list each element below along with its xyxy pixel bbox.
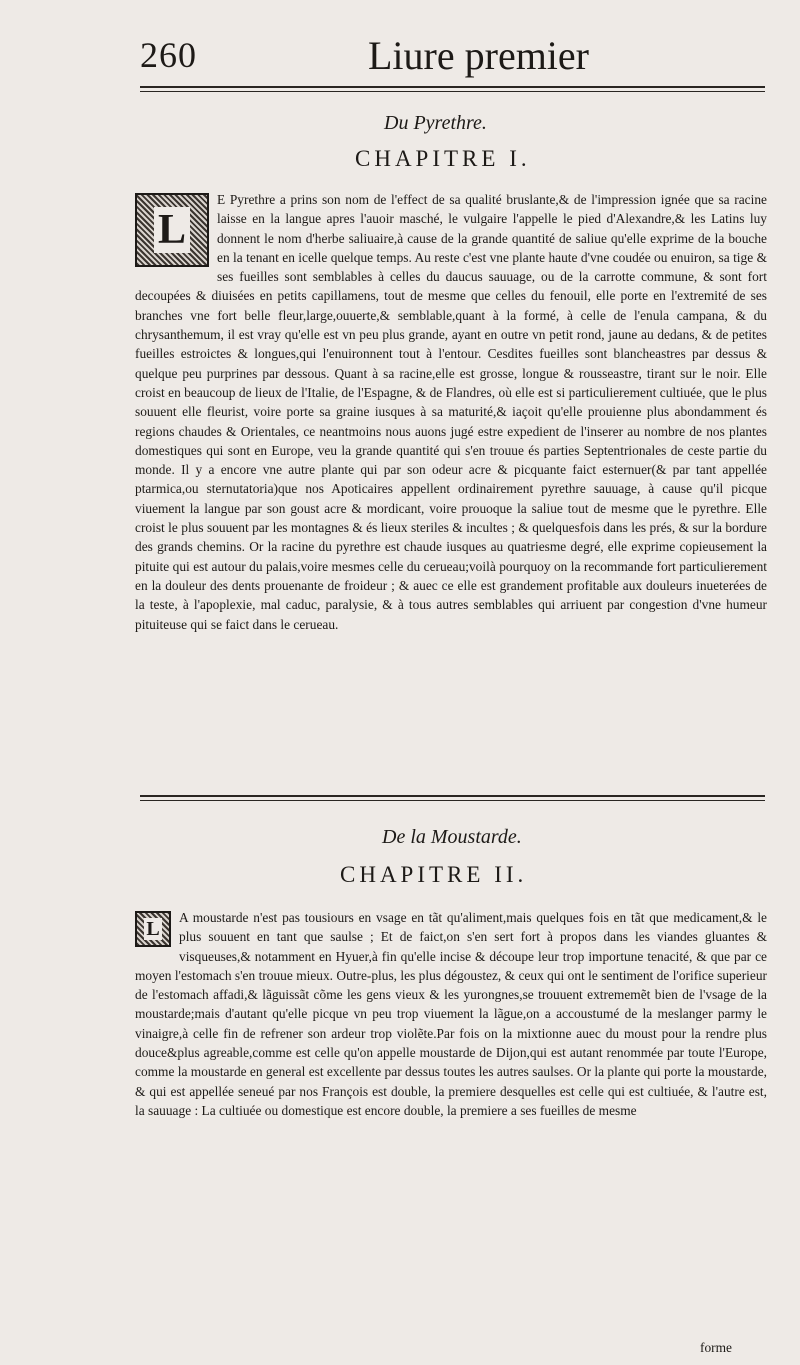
catchword: forme — [700, 1340, 732, 1355]
chapter-heading-2: CHAPITRE II. — [340, 862, 528, 887]
running-title: Liure premier — [368, 33, 589, 78]
chapter-2-body: A moustarde n'est pas tousiours en vsage en tãt qu'aliment,mais quelques fois en tãt que medicament,& le plus souuent en tant que saulse ; Et de faict,on s'en sert fort à propos dans les viandes gluantes & visqueuses,& notamment en Hyuer,à fin qu'elle incise & découpe leur trop importune tenacité, & que par ce moyen l'estomach s'en trouue mieux. Outre-plus, les plus dégoustez, & ceux qui ont le sentiment de l'orifice superieur de l'estomach affadi,& lãguissãt cõme les gens vieux & les yurongnes,se trouuent extrememẽt bien de l'vsage de la moustarde;mais d'autant qu'elle picque vn peu trop viuement la lãgue,on a accoustumé de la meslanger parmy le vinaigre,à celle fin de refrener son ardeur trop violẽte.Par fois on la mixtionne auec du moust pour la rendre plus douce&plus agreable,comme est celle qu'on appelle moustarde de Dijon,qui est autant renommée par toute l'Europe, comme la moustarde en general est excellente par dessus toutes les autres saulses. Or la plante qui porte la moustarde, & qui est appellée seneué par nos François est double, la premiere desquelles est celle qui est cultiuée, & l'autre est, la sauuage : La cultiuée ou domestique est encore double, la premiere a ses fueilles de mesme — [135, 910, 767, 1118]
decorated-initial: L — [135, 911, 171, 947]
section-title-pyrethre: Du Pyrethre. — [384, 112, 487, 134]
page-number: 260 — [140, 35, 197, 75]
section-divider — [140, 795, 765, 801]
chapter-2-text — [135, 908, 767, 1120]
chapter-1-body: E Pyrethre a prins son nom de l'effect de sa qualité bruslante,& de l'impression ignée que sa racine laisse en la langue apres l'auoir masché, le vulgaire l'appelle le pied d'Alexandre,& les Latins luy donnent le nom d'herbe saliuaire,à cause de la grande quantité de saliue qu'elle exprime de la bouche en la tenant en icelle quelque temps. Au reste c'est vne plante haute d'vne coudée ou enuiron, sa tige & ses fueilles sont semblables à celles du daucus sauuage, ou de la carrotte commune, & sont fort decoupées & diuisées en petits capillamens, tout de mesme que celles du fenouil, elle porte en l'extremité de ses branches vne fort belle fleur,large,ouuerte,& semblable,quant à la formé, à celle de l'enula campana, & du chrysanthemum, il est vray qu'elle est vn peu plus grande, ayant en outre vn petit rond, jaune au dedans, & de petites fueilles estroictes & longues,qui l'enuironnent tout à l'entour. Cesdites fueilles sont blancheastres par dessus & quelque peu purprines par dessous. Quant à sa racine,elle est grosse, longue & rousseastre, tirant sur le noir. Elle croist en beaucoup de lieux de l'Italie, de l'Espagne, & de Flandres, où elle est si particulierement cultiuée, que le plus souuent elle fleurist, voire porte sa graine iusques à sa maturité,& iaçoit qu'elle prouienne plus abondamment és regions chaudes & Orientales, ce neantmoins nous auons jugé estre expedient de l'inserer au nombre de nos plantes domestiques qui sont en Europe, veu la grande quantité qui s'en trouue és parties Septentrionales de ceste partie du monde. Il y a encore vne autre plante qui par son odeur acre & picquante faict esternuer(& par tant appellée ptarmica,ou sternutatoria)que nos Apoticaires appellent ordinairement pyrethre sauuage, à cause qu'il picque viuement la langue par son goust acre & mordicant, voire prouoque la saliue tout de mesme que le pyrethre. Elle croist le plus souuent par les montagnes & és lieux steriles & incultes ; & quelquesfois dans les prés, & sur la bordure des grands chemins. Or la racine du pyrethre est chaude iusques au quatriesme degré, elle exprime copieusement la pituite qui est autour du palais,voire mesmes celle du cerueau;voilà pourquoy on la recommande fort particulierement en la douleur des dents prouenante de froideur ; & auec ce elle est grandement profitable aux douleurs inueterées de la teste, à l'apoplexie, mal caduc, paralysie, & à tous autres semblables qui arriuent par congestion d'vne humeur pituiteuse qui se faict dans le cerueau. — [135, 192, 767, 632]
decorated-initial: L — [135, 193, 209, 267]
section-title-moustarde: De la Moustarde. — [382, 826, 522, 848]
chapter-heading-1: CHAPITRE I. — [355, 146, 531, 171]
header-rule — [140, 86, 765, 92]
chapter-1-text — [135, 190, 767, 634]
page-header — [140, 30, 760, 80]
